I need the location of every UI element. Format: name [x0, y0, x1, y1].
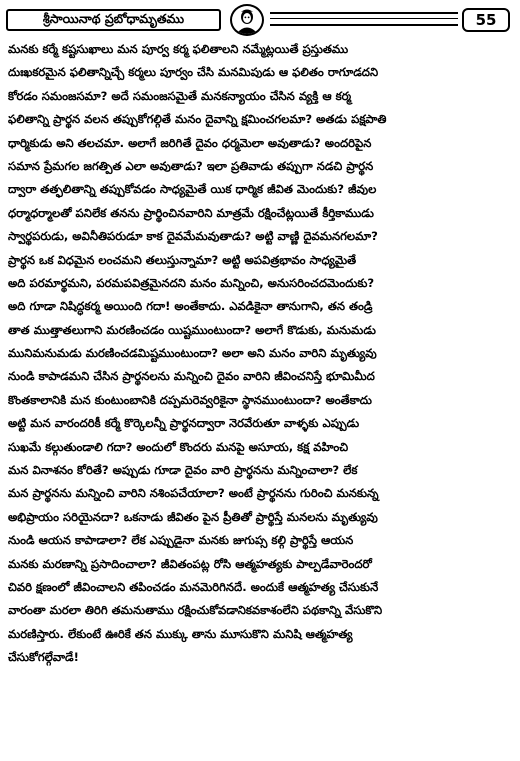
- text-line: సమాన ప్రేమగల జగత్పిత ఎలా అవుతాడు? ఇలా ప్రతివాడు తప్పుగా నడచి ప్రార్థన: [8, 158, 374, 173]
- text-line: వారంతా మరలా తిరిగి తమనుతాము రక్షించుకోవడానికవకాశంలేని పథకాన్ని వేసుకొని: [8, 603, 383, 618]
- text-line: ధార్మికుడు అని తలచమా. అలాగే జరిగితే దైవం ధర్మమెలా అవుతాడు? అందరిపైన: [8, 135, 372, 150]
- text-line: సుఖమే కల్గుతుండాలి గదా? అందులో కొందరు మనపై అసూయ, కక్ష వహించి: [8, 439, 349, 454]
- text-line: మునిమనుమడు మరణించడమిష్టముంటుందా? అలా అని మనం వారిని మృత్యువు: [8, 346, 377, 361]
- text-line: మనకు కర్మే కష్టసుఖాలు మన పూర్వ కర్మ ఫలితాలని నమ్మేట్లయితే ప్రస్తుతము: [8, 42, 349, 56]
- page-header: [6, 4, 514, 36]
- text-line: తాత ముత్తాతలుగాని మరణించడం యిష్టముంటుందా? అలాగే కొడుకు, మనుమడు: [8, 322, 376, 337]
- text-line: అది పరమార్థమని, పరమపవిత్రమైనదని మనం మన్నించి, అనుసరించదమెందుకు?: [8, 275, 375, 290]
- text-line: ధర్మాధర్మాలతో పనిలేక తనను ప్రార్థించినవారిని మాత్రమే రక్షించేట్లయితే కీర్తికాముడు: [8, 205, 374, 220]
- text-line: స్వార్థపరుడు, అవినీతిపరుడూ కాక దైవమేమవుతాడు? అట్టి వాణ్ణి దైవమనగలమా?: [8, 229, 378, 244]
- text-line: మనకు మరణాన్ని ప్రసాదించాలా? జీవితంపట్ల రోసి ఆత్మహత్యకు పాల్పడేవారెందరో: [8, 556, 372, 571]
- text-line: దుఃఖకరమైన ఫలితాన్నిచ్చే కర్మలు పూర్వం చేసి మనమిపుడు ఆ ఫలితం రాగూడదని: [8, 65, 379, 80]
- text-line: అభిప్రాయం సరియైనదా? ఒకనాడు జీవితం పైన ప్రీతితో ప్రార్థిస్తే మనలను మృత్యువు: [8, 509, 378, 524]
- page-number: 55: [462, 8, 510, 32]
- portrait-illustration: [232, 6, 262, 34]
- text-line: మరణిస్తారు. లేకుంటే ఊరికే తన ముక్కు తాను మూసుకొని మనిషి ఆత్మహత్య: [8, 626, 353, 641]
- text-line: అట్టి మన వారందరికీ కర్మే కొర్కెలన్నీ ప్రార్థనద్వారా నెరవేరుతూ వాళ్ళకు ఎప్పుడు: [8, 416, 360, 431]
- text-line: కొంతకాలానికి మన కుంటుంబానికి దప్పమరెవ్వరికైనా స్థానముంటుందా? అంతేకాదు: [8, 392, 372, 407]
- text-line: చివరి క్షణంలో జీవించాలని తపించడం మనమెరిగినదే. అందుకే ఆత్మహత్య చేసుకునే: [8, 579, 379, 594]
- text-line: నుండి కాపాడమని చేసిన ప్రార్థనలను మన్నించి దైవం వారిని జీవించనిస్తే భూమిమీద: [8, 369, 375, 384]
- book-title: శ్రీసాయినాథ ప్రబోధామృతము: [6, 9, 221, 31]
- text-line: మన వినాశనం కోరితే? అప్పుడు గూడా దైవం వారి ప్రార్థనను మన్నించాలా? లేక: [8, 463, 358, 478]
- text-line: మన ప్రార్థనను మన్నించి వారిని నశింపచేయాలా? అంటే ప్రార్థనను గురించి మనకున్న: [8, 486, 379, 501]
- saint-portrait-icon: [230, 4, 264, 36]
- text-line: ద్వారా తత్ఫలితాన్ని తప్పుకోవడం సాధ్యమైతే యిక ధార్మిక జీవిత మెందుకు? జీవుల: [8, 182, 377, 197]
- text-line: ఫలితాన్ని ప్రార్థన వలన తప్పుకోగల్గితే మనం దైవాన్ని క్షమించగలమా? అతడు పక్షపాతి: [8, 112, 387, 127]
- body-paragraph: [8, 38, 510, 670]
- text-line: ప్రార్థన ఒక విధమైన లంచమని తలుస్తున్నామా? అట్టి అపవిత్రభావం సాధ్యమైతే: [8, 252, 357, 267]
- text-line: కోరడం సమంజసమా? అదే సమంజసమైతే మనకన్యాయం చేసిన వ్యక్తి ఆ కర్మ: [8, 88, 352, 103]
- text-line: నుండి ఆయన కాపాడాలా? లేక ఎప్పుడైనా మనకు జుగుప్స కల్గి ప్రార్థిస్తే ఆయన: [8, 533, 354, 548]
- header-rule: [270, 12, 458, 28]
- text-line: అది గూడా నిషిద్ధకర్మ అయింది గదా! అంతేకాదు. ఎవడికైనా తానుగాని, తన తండ్రి: [8, 299, 373, 314]
- text-line: చేసుకోగల్గేవాడే!: [8, 650, 79, 665]
